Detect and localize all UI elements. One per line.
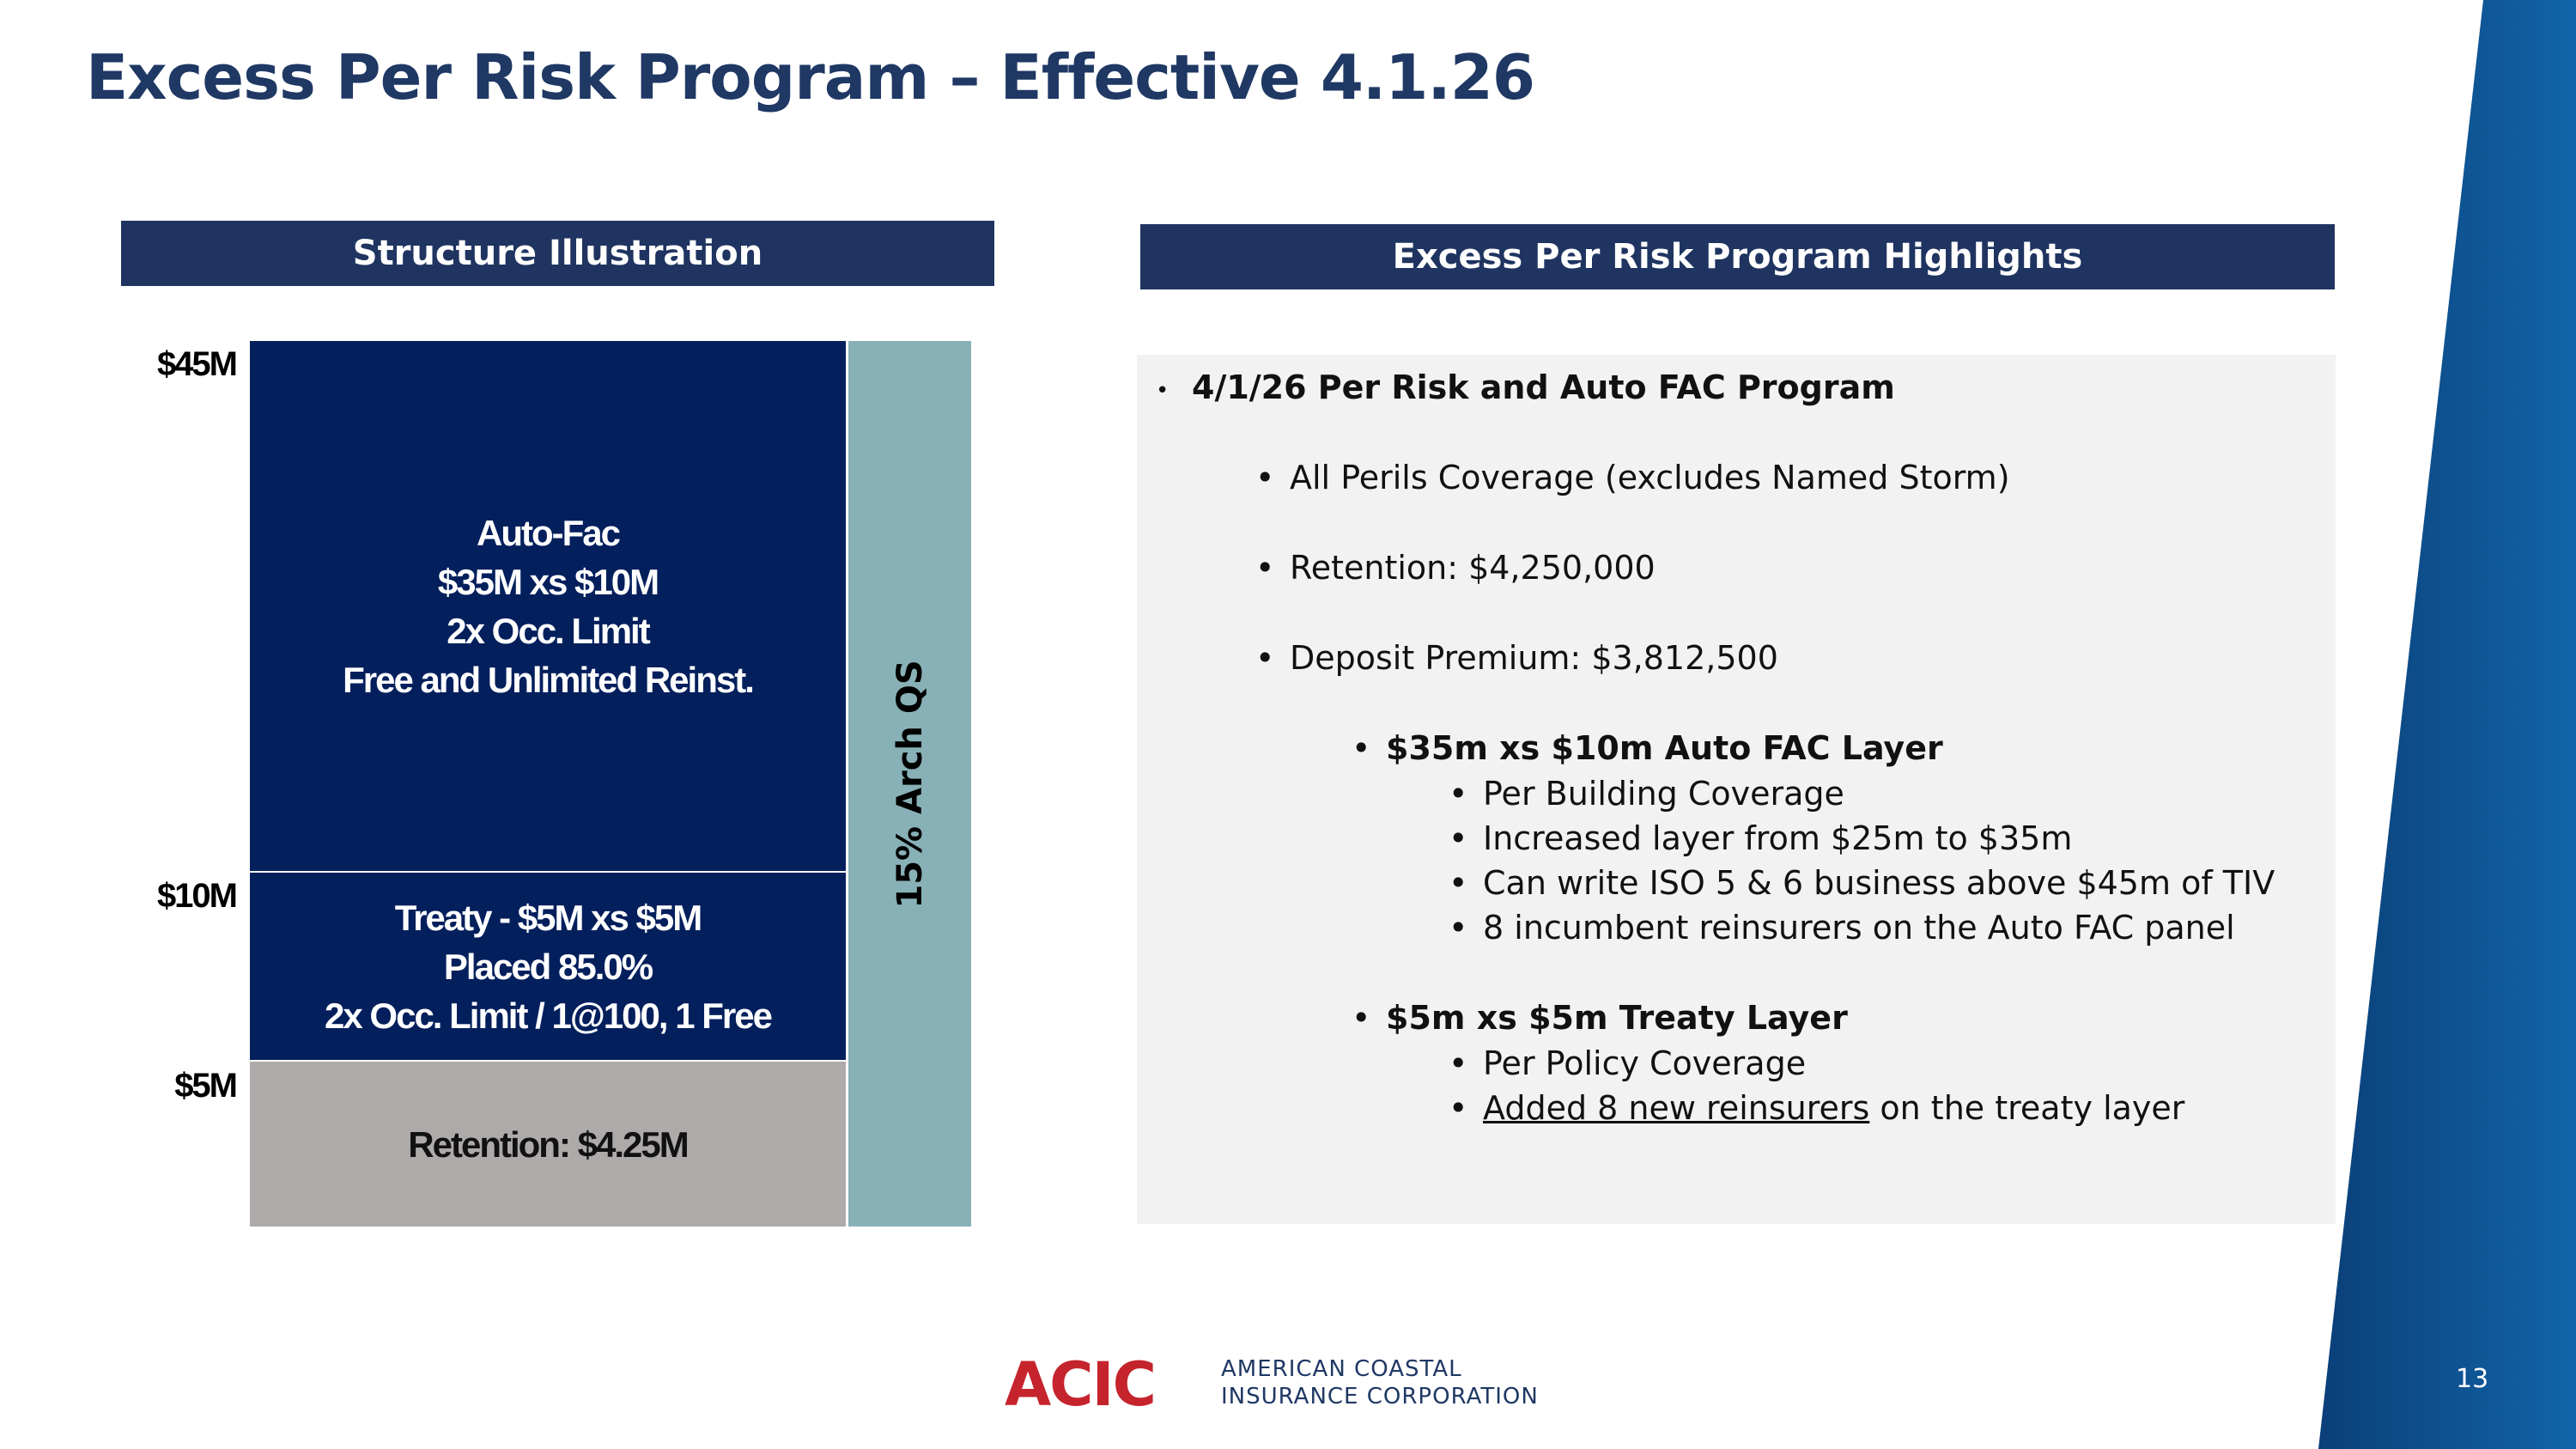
page-number: 13 — [2456, 1364, 2489, 1394]
bullet-dot-icon: • — [1352, 729, 1371, 767]
bullet-treaty-layer — [1352, 998, 1848, 1038]
bullet-treaty-item-1-text: Per Policy Coverage — [1483, 1044, 1807, 1082]
autofac-line-1: Auto-Fac — [477, 512, 619, 553]
bullet-dot-icon: • — [1255, 459, 1275, 496]
new-reinsurers-link[interactable]: Added 8 new reinsurers — [1483, 1089, 1870, 1127]
treaty-layer-block — [250, 873, 846, 1060]
logo-line-2: INSURANCE CORPORATION — [1221, 1384, 1539, 1409]
bullet-dot-icon: • — [1449, 775, 1468, 813]
bullet-dot-icon: • — [1156, 378, 1170, 404]
bullet-autofac-item-2-text: Increased layer from $25m to $35m — [1483, 819, 2073, 857]
bullet-autofac-item-3-text: Can write ISO 5 & 6 business above $45m of TIV — [1483, 864, 2275, 902]
axis-label-5m: $5M — [174, 1067, 236, 1105]
autofac-line-3: 2x Occ. Limit — [447, 610, 649, 651]
bullet-dot-icon: • — [1352, 999, 1371, 1037]
bullet-retention — [1255, 548, 1656, 588]
treaty-line-1: Treaty - $5M xs $5M — [394, 897, 702, 938]
bullet-dot-icon: • — [1449, 864, 1468, 902]
bullet-treaty-item-2-rest: on the treaty layer — [1869, 1089, 2185, 1127]
bullet-retention-text: Retention: $4,250,000 — [1290, 549, 1656, 587]
treaty-line-2: Placed 85.0% — [443, 946, 653, 987]
bullet-autofac-item-4-text: 8 incumbent reinsurers on the Auto FAC panel — [1483, 909, 2235, 947]
bullet-deposit — [1255, 638, 1778, 678]
bullet-dot-icon: • — [1449, 1089, 1468, 1127]
bullet-treaty-item-2 — [1449, 1088, 2185, 1128]
bullet-treaty-item-1 — [1449, 1044, 1807, 1083]
autofac-layer-block — [250, 341, 846, 871]
treaty-line-3: 2x Occ. Limit / 1@100, 1 Free — [325, 995, 771, 1036]
bullet-dot-icon: • — [1255, 639, 1275, 677]
slide-title: Excess Per Risk Program – Effective 4.1.26 — [86, 41, 1534, 113]
bullet-main — [1156, 368, 1895, 407]
bullet-main-text: 4/1/26 Per Risk and Auto FAC Program — [1192, 368, 1895, 406]
bullet-dot-icon: • — [1449, 909, 1468, 947]
autofac-line-2: $35M xs $10M — [437, 561, 659, 602]
bullet-autofac-item-1-text: Per Building Coverage — [1483, 775, 1844, 813]
bullet-autofac-item-4 — [1449, 908, 2235, 947]
program-highlights-header: Excess Per Risk Program Highlights — [1140, 224, 2335, 289]
bullet-autofac-item-2 — [1449, 819, 2073, 858]
retention-layer-block — [250, 1062, 846, 1227]
bullet-autofac-item-1 — [1449, 774, 1844, 813]
axis-label-10m: $10M — [156, 877, 236, 915]
logo-line-1: AMERICAN COASTAL — [1221, 1356, 1462, 1382]
autofac-line-4: Free and Unlimited Reinst. — [343, 659, 753, 700]
decorative-side-band — [2318, 0, 2576, 1449]
bullet-autofac-layer-title: $35m xs $10m Auto FAC Layer — [1386, 729, 1943, 767]
retention-line-1: Retention: $4.25M — [408, 1123, 688, 1165]
bullet-dot-icon: • — [1449, 819, 1468, 857]
bullet-autofac-layer — [1352, 728, 1943, 768]
bullet-perils — [1255, 458, 2010, 497]
bullet-perils-text: All Perils Coverage (excludes Named Storm) — [1290, 459, 2010, 496]
bullet-deposit-text: Deposit Premium: $3,812,500 — [1290, 639, 1778, 677]
bullet-dot-icon: • — [1255, 549, 1275, 587]
acic-logo-text — [1221, 1355, 1539, 1410]
axis-label-45m: $45M — [156, 345, 236, 383]
structure-illustration-header: Structure Illustration — [121, 221, 994, 286]
bullet-autofac-item-3 — [1449, 863, 2275, 903]
bullet-dot-icon: • — [1449, 1044, 1468, 1082]
acic-logo-mark: ACIC — [1005, 1349, 1155, 1420]
quota-share-label: 15% Arch QS — [890, 659, 930, 909]
quota-share-bar — [848, 341, 971, 1227]
bullet-treaty-layer-title: $5m xs $5m Treaty Layer — [1386, 999, 1848, 1037]
